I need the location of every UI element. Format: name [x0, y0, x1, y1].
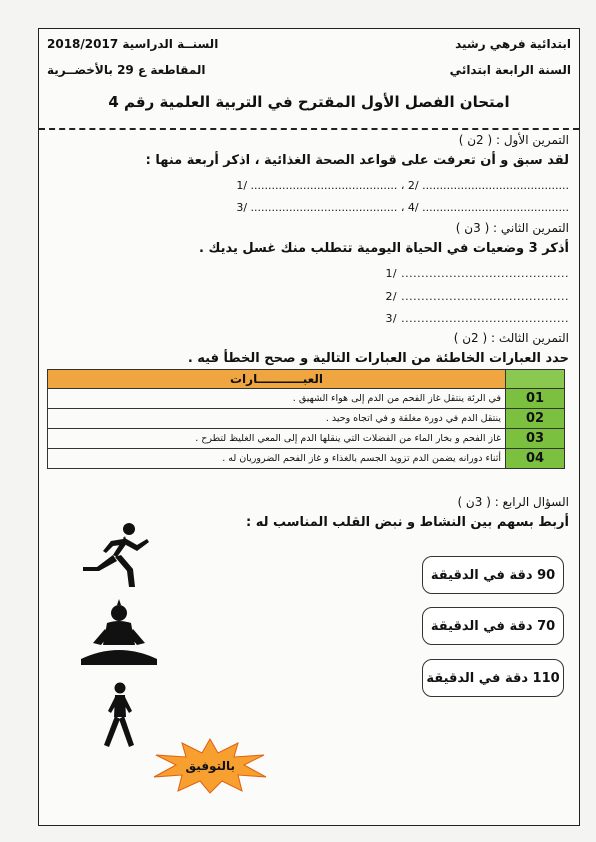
ex2-prompt: أذكر 3 وضعيات في الحياة اليومية تتطلب منك غسل يديك . [199, 241, 569, 256]
row-statement: غاز الفحم و بخار الماء من الفضلات التي ينقلها الدم إلى المعي الغليظ لتطرح . [48, 429, 506, 449]
row-number: 01 [506, 389, 565, 409]
ex2-answer-line-2[interactable]: 2/ .......................................... [385, 290, 569, 303]
ex2-title: التمرين الثاني : ( 3ن ) [455, 221, 569, 235]
walker-icon[interactable] [94, 681, 144, 751]
table-row [48, 389, 565, 409]
heart-rate-option-70[interactable]: 70 دقة في الدقيقة [422, 607, 564, 645]
exam-title: امتحان الفصل الأول المقترح في التربية العلمية رقم 4 [108, 93, 510, 111]
heart-rate-option-90[interactable]: 90 دقة في الدقيقة [422, 556, 564, 594]
exam-page [38, 28, 580, 826]
table-header-number-cell [506, 370, 565, 389]
ex1-answer-line-2[interactable]: 3/ .......................................... ، 4/ .......................................... [236, 201, 569, 214]
ex1-answer-line-1[interactable]: 1/ .......................................... ، 2/ .......................................... [236, 179, 569, 192]
meditating-person-icon[interactable] [79, 599, 159, 671]
row-statement: أثناء دورانه يضمن الدم تزويد الجسم بالغذاء و غاز الفحم الضروريان له . [48, 449, 506, 469]
table-row [48, 429, 565, 449]
row-number: 03 [506, 429, 565, 449]
ex3-title: التمرين الثالث : ( 2ن ) [453, 331, 569, 345]
table-row [48, 449, 565, 469]
table-header-statements: العبـــــــــــارات [48, 370, 506, 389]
row-statement: في الرئة ينتقل غاز الفحم من الدم إلى هواء الشهيق . [48, 389, 506, 409]
statements-table [47, 369, 565, 469]
runner-icon[interactable] [79, 521, 159, 593]
heart-rate-option-110[interactable]: 110 دقة في الدقيقة [422, 659, 564, 697]
ex3-prompt: حدد العبارات الخاطئة من العبارات التالية و صحح الخطأ فيه . [187, 351, 569, 366]
good-luck-text: بالتوفيق [185, 759, 235, 773]
ex1-prompt: لقد سبق و أن تعرفت على قواعد الصحة الغذائية ، اذكر أربعة منها : [145, 153, 569, 168]
district: المقاطعة ع 29 بالأخضــرية [47, 63, 206, 77]
row-number: 04 [506, 449, 565, 469]
school-name: ابتدائية فرهي رشيد [455, 37, 571, 51]
ex4-title: السؤال الرابع : ( 3ن ) [457, 495, 569, 509]
row-statement: ينتقل الدم في دورة مغلقة و في اتجاه وحيد . [48, 409, 506, 429]
ex1-title: التمرين الأول : ( 2ن ) [458, 133, 569, 147]
ex4-prompt: أربط بسهم بين النشاط و نبض القلب المناسب له : [245, 515, 569, 530]
table-row [48, 409, 565, 429]
header-separator [39, 128, 579, 130]
school-year: السنــة الدراسية 2018/2017 [47, 37, 219, 51]
row-number: 02 [506, 409, 565, 429]
table-header-row [48, 370, 565, 389]
ex2-answer-line-1[interactable]: 1/ .......................................... [385, 267, 569, 280]
grade-level: السنة الرابعة ابتدائي [449, 63, 571, 77]
ex2-answer-line-3[interactable]: 3/ .......................................... [385, 312, 569, 325]
